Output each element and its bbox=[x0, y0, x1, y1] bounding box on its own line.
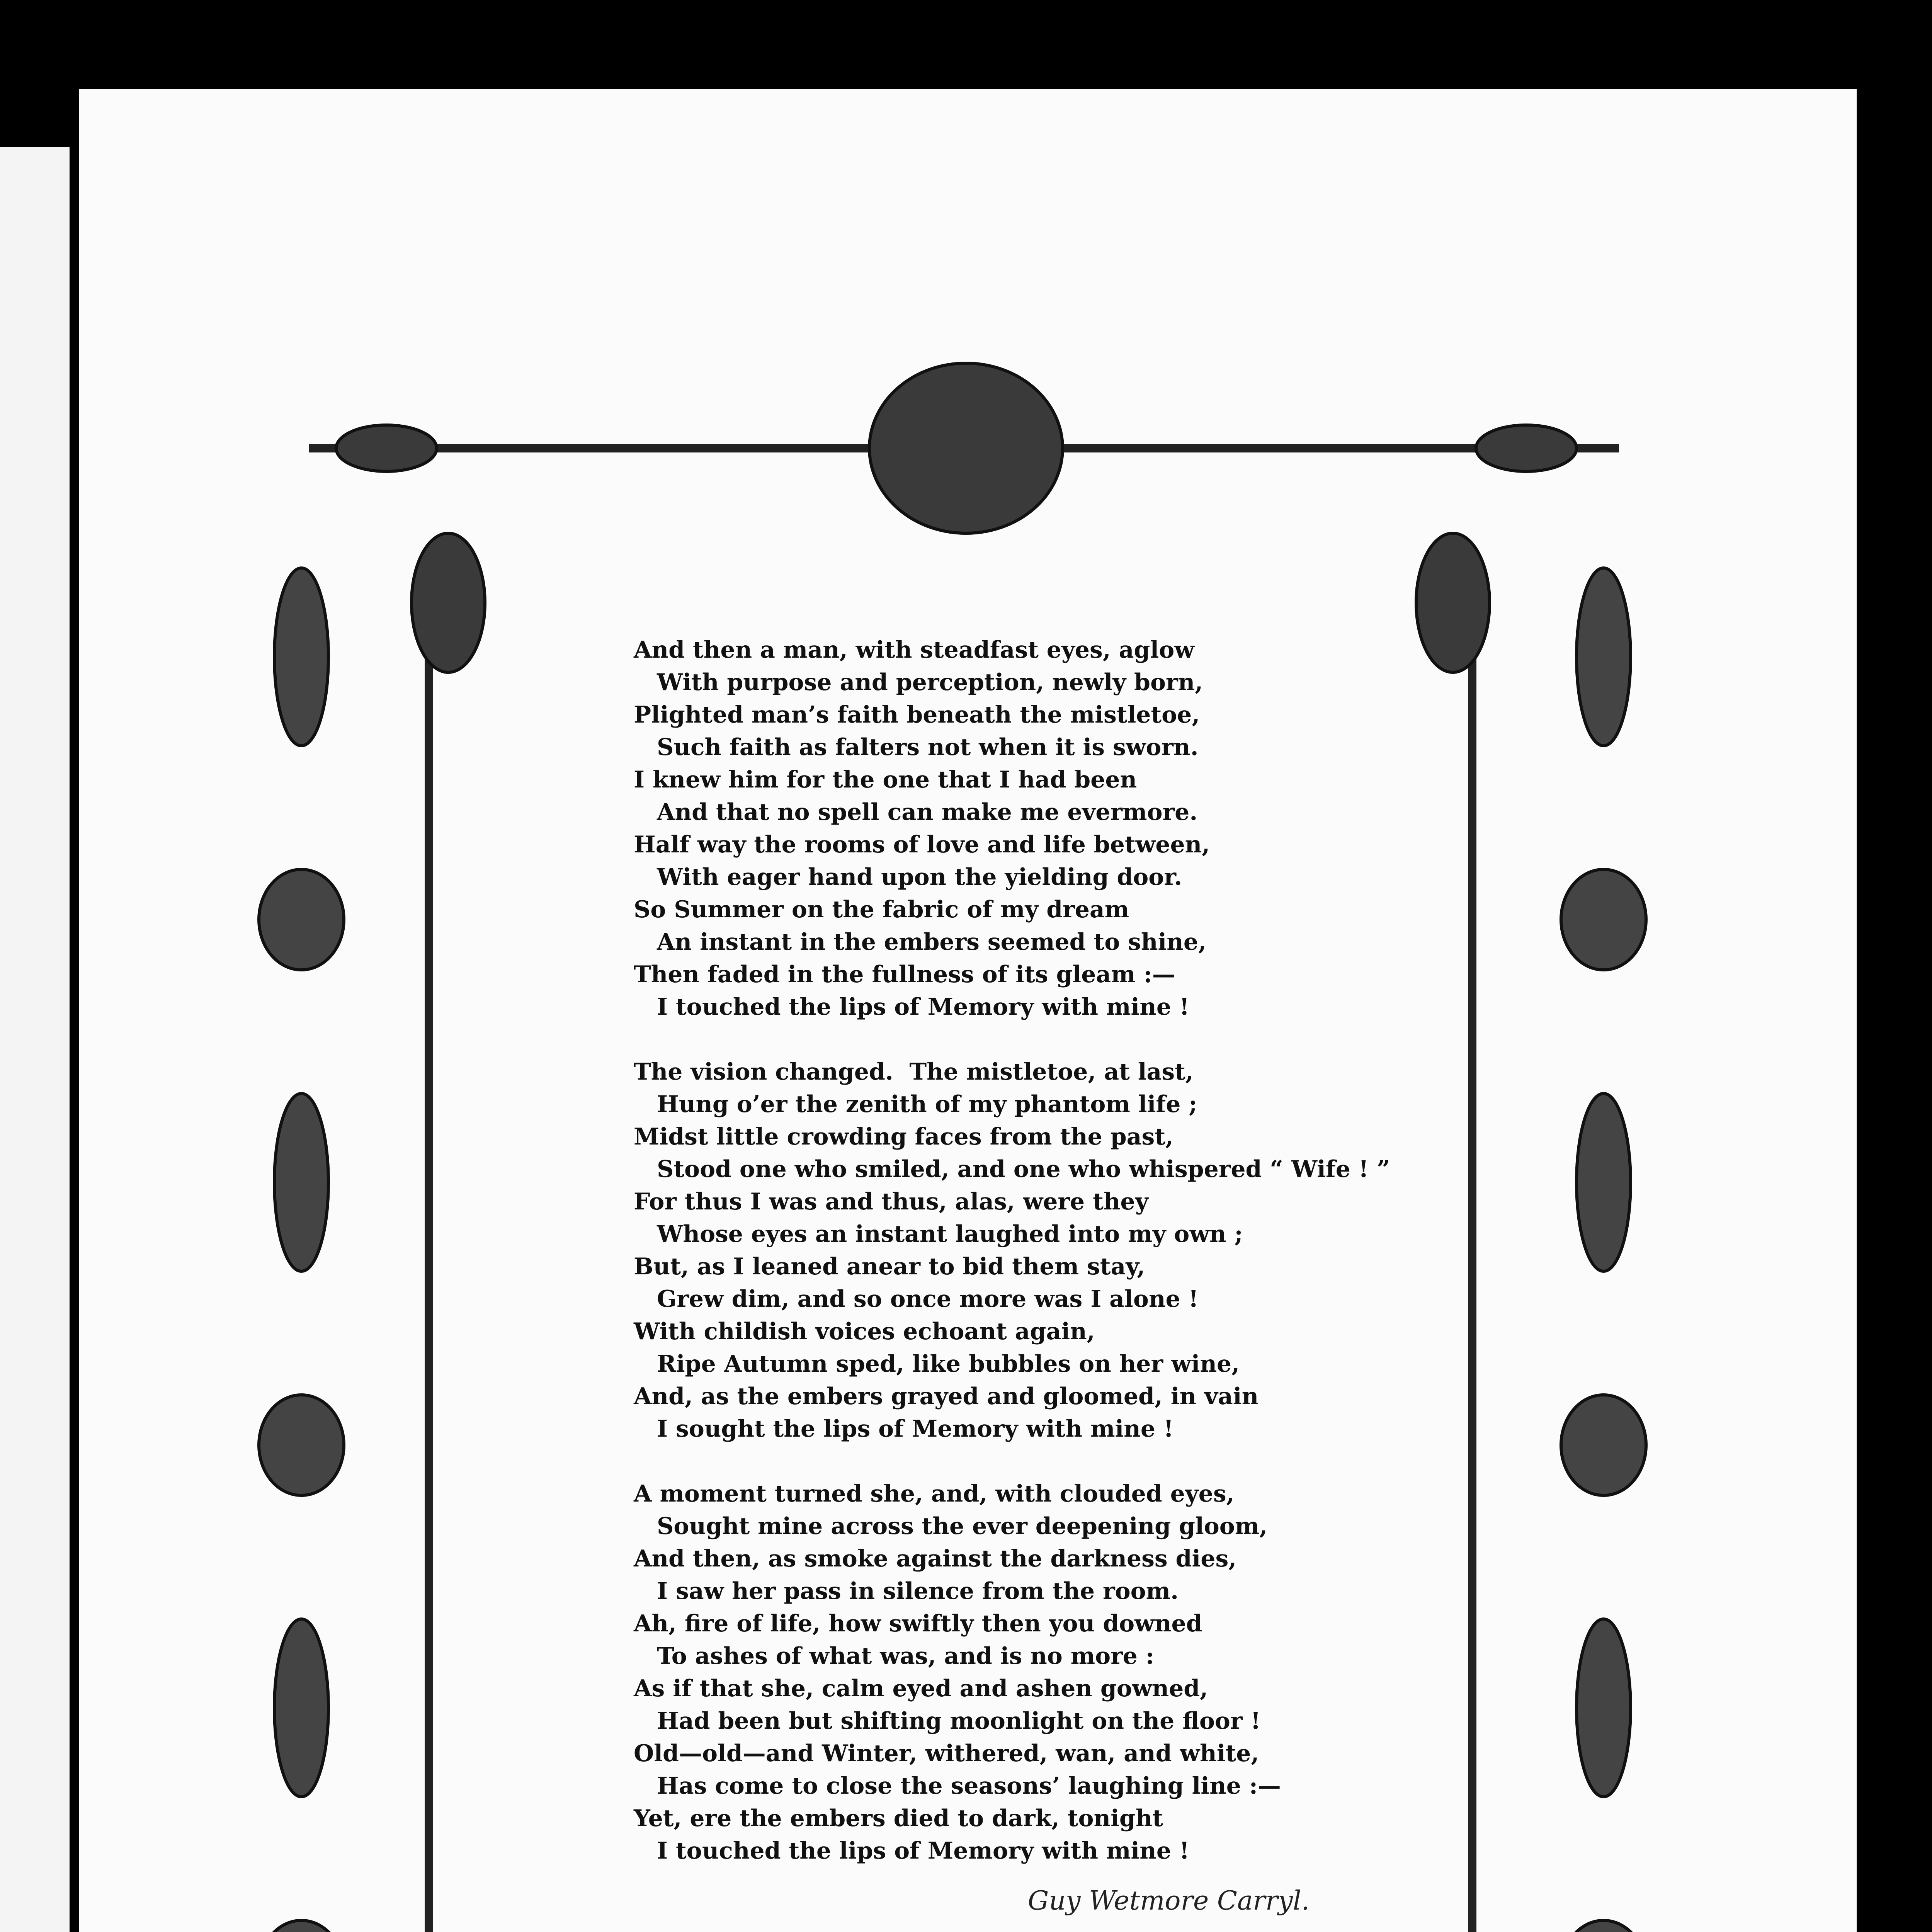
poem-line: And that no spell can make me evermore. bbox=[657, 799, 1198, 826]
poem-line: With eager hand upon the yielding door. bbox=[657, 864, 1182, 891]
poem-line: To ashes of what was, and is no more : bbox=[657, 1643, 1155, 1670]
cherub-head-ornament bbox=[869, 363, 1063, 533]
poem-line: Ah, fire of life, how swiftly then you downed bbox=[634, 1610, 1202, 1637]
poem-line: Half way the rooms of love and life between, bbox=[634, 831, 1210, 858]
poem-line: Has come to close the seasons’ laughing line :— bbox=[657, 1772, 1281, 1799]
poem-line: Midst little crowding faces from the past, bbox=[634, 1123, 1173, 1150]
right-chain-link bbox=[1577, 1094, 1631, 1271]
poem-line: But, as I leaned anear to bid them stay, bbox=[634, 1253, 1145, 1280]
poem-line: I touched the lips of Memory with mine ! bbox=[657, 993, 1190, 1020]
left-chain-link bbox=[259, 1920, 344, 1932]
right-chain-link bbox=[1561, 1395, 1646, 1495]
poem-line: Grew dim, and so once more was I alone ! bbox=[657, 1286, 1199, 1313]
right-chain-link bbox=[1577, 568, 1631, 746]
top-scroll-ornament-left bbox=[336, 425, 437, 471]
right-chain-link bbox=[1561, 1920, 1646, 1932]
poem-line: Old—old—and Winter, withered, wan, and white, bbox=[634, 1740, 1259, 1767]
right-chain-link bbox=[1561, 869, 1646, 970]
poem-line: As if that she, calm eyed and ashen gowned, bbox=[634, 1675, 1208, 1702]
author-signature: Guy Wetmore Carryl. bbox=[1028, 1886, 1310, 1916]
left-post-capital bbox=[412, 533, 485, 672]
right-chain-link bbox=[1577, 1619, 1631, 1797]
poem-line: Then faded in the fullness of its gleam :— bbox=[634, 961, 1175, 988]
poem-line: Ripe Autumn sped, like bubbles on her wine, bbox=[657, 1350, 1240, 1378]
poem-line: And then, as smoke against the darkness dies, bbox=[634, 1545, 1237, 1572]
poem-line: For thus I was and thus, alas, were they bbox=[634, 1188, 1149, 1215]
left-chain-link bbox=[259, 1395, 344, 1495]
poem-line: I sought the lips of Memory with mine ! bbox=[657, 1415, 1174, 1442]
poem-line: I knew him for the one that I had been bbox=[634, 766, 1137, 793]
left-chain-link bbox=[274, 1619, 328, 1797]
poem-line: Had been but shifting moonlight on the floor ! bbox=[657, 1708, 1261, 1735]
poem-line: Such faith as falters not when it is sworn. bbox=[657, 734, 1199, 761]
poem-line: Hung o’er the zenith of my phantom life ; bbox=[657, 1091, 1197, 1118]
left-chain-link bbox=[274, 568, 328, 746]
poem-line: I saw her pass in silence from the room. bbox=[657, 1578, 1179, 1605]
poem-line: Stood one who smiled, and one who whispered “ Wife ! ” bbox=[657, 1156, 1390, 1183]
poem-line: Plighted man’s faith beneath the mistletoe, bbox=[634, 701, 1200, 728]
poem-line: With childish voices echoant again, bbox=[634, 1318, 1095, 1345]
poem-stanza bbox=[634, 1478, 1484, 1867]
poem-line: And, as the embers grayed and gloomed, in vain bbox=[634, 1383, 1259, 1410]
poem-line: Sought mine across the ever deepening gloom, bbox=[657, 1513, 1268, 1540]
poem-line: Yet, ere the embers died to dark, tonight bbox=[634, 1805, 1163, 1832]
left-chain-link bbox=[274, 1094, 328, 1271]
left-chain-link bbox=[259, 869, 344, 970]
poem-line: A moment turned she, and, with clouded eyes, bbox=[634, 1480, 1235, 1507]
poem-line: And then a man, with steadfast eyes, aglow bbox=[634, 636, 1194, 663]
top-scroll-ornament-right bbox=[1476, 425, 1577, 471]
poem-line: I touched the lips of Memory with mine ! bbox=[657, 1837, 1190, 1864]
poem-line: With purpose and perception, newly born, bbox=[657, 669, 1203, 696]
poem-line: An instant in the embers seemed to shine, bbox=[657, 929, 1206, 956]
poem-line: Whose eyes an instant laughed into my own ; bbox=[657, 1221, 1243, 1248]
poem-line: So Summer on the fabric of my dream bbox=[634, 896, 1129, 923]
poem-text bbox=[634, 634, 1484, 1900]
poem-stanza bbox=[634, 634, 1484, 1023]
poem-line: The vision changed. The mistletoe, at last, bbox=[634, 1058, 1194, 1085]
poem-stanza bbox=[634, 1056, 1484, 1445]
